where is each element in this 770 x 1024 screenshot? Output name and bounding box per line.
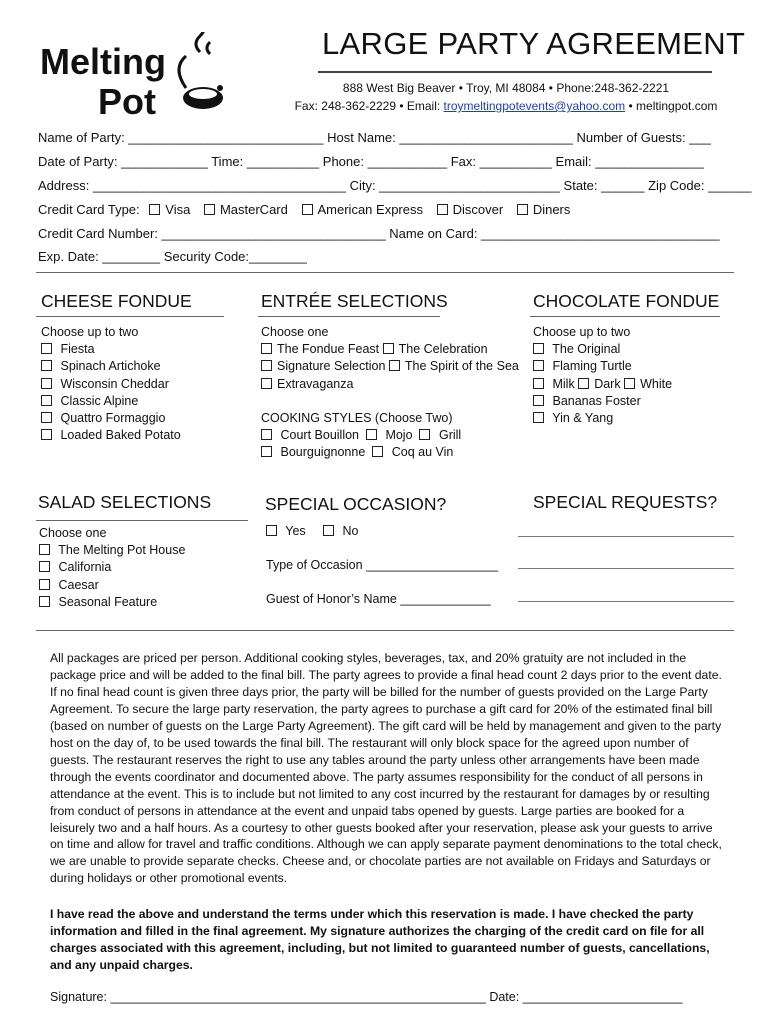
cheese-option[interactable] <box>41 410 181 427</box>
option-label: White <box>640 376 673 391</box>
requests-line[interactable] <box>518 601 734 602</box>
cheese-option[interactable] <box>41 341 181 358</box>
cooking-styles-title: COOKING STYLES (Choose Two) <box>261 410 453 425</box>
option-label: Extravaganza <box>277 376 354 391</box>
salad-option[interactable] <box>39 577 185 594</box>
option-label: Spinach Artichoke <box>60 359 161 374</box>
checkbox[interactable] <box>149 204 160 215</box>
diners-label: Diners <box>532 202 571 217</box>
entree-divider <box>258 316 440 317</box>
title-divider <box>318 71 712 73</box>
cooking-option-row <box>261 444 519 461</box>
address-row[interactable]: Address: ___________________________________ City: _________________________ State: ______ Zip Code: ______ <box>38 178 752 193</box>
checkbox[interactable] <box>41 395 52 406</box>
checkbox[interactable] <box>533 343 544 354</box>
logo-text-melting: Melting <box>40 41 166 82</box>
logo-text-pot: Pot <box>98 81 156 122</box>
melting-pot-logo <box>38 32 228 122</box>
agreement-paragraph: I have read the above and understand the terms under which this reservation is made. I have checked the party information and filled in the final agreement. My signature authorizes the charging of the credit card on file for all charges associated with this agreement, including, but not limited to guaranteed number of guests, cancellations, and any unpaid charges. <box>50 907 710 972</box>
checkbox[interactable] <box>261 429 272 440</box>
cheese-divider <box>36 316 224 317</box>
terms-paragraph: All packages are priced per person. Additional cooking styles, beverages, tax, and 20% gratuity are not included in the package price and will be added to the final bill. The party agrees to provide a final head count 2 days prior to the event date. If no final head count is given three days prior, the party will be billed for the number of guests provided on the Large Party Agreement. To secure the large party reservation, the party agrees to purchase a gift card for 20% of the estimated final bill (based on number of guests on the Large Party Agreement). The gift card will be held by management and given to the party host on the day of, to be used towards the final bill. The restaurant will only block space for the agreed upon number of guests. The restaurant reserves the right to use any tables around the party unless other arrangements have been made through the events coordinator and documented above. The party assumes responsibility for the conduct of all persons in attendance at the event. This is to include but not limited to any cost incurred by the restaurant for damages by or resulting from conduct of persons in attendance at the event and unpaid tabs opened by guests. Large parties are booked for a leisurely two and a half hours. As a courtesy to other guests booked after your reservation, please ask your guests to arrive on time and allow for travel and traffic conditions. Although we can apply separate payment denominations to the total check, we are unable to provide separate checks. Cheese and, or chocolate parties are not available on Fridays and Saturdays or during holidays or other promotional events. <box>50 651 722 886</box>
entree-option-row <box>261 341 519 358</box>
entree-section-title: ENTRÉE SELECTIONS <box>261 291 448 311</box>
mastercard-option[interactable] <box>204 202 288 217</box>
chocolate-instruction: Choose up to two <box>533 325 631 339</box>
checkbox[interactable] <box>533 378 544 389</box>
checkbox[interactable] <box>204 204 215 215</box>
cheese-option[interactable] <box>41 358 181 375</box>
checkbox[interactable] <box>372 446 383 457</box>
cooking-option-row <box>261 427 519 444</box>
checkbox[interactable] <box>41 343 52 354</box>
checkbox[interactable] <box>261 446 272 457</box>
card-type-label: Credit Card Type: <box>38 202 140 217</box>
cheese-instruction: Choose up to two <box>41 325 139 339</box>
entree-option-row <box>261 358 519 375</box>
salad-option[interactable] <box>39 559 185 576</box>
checkbox[interactable] <box>383 343 394 354</box>
discover-option[interactable] <box>437 202 504 217</box>
visa-label: Visa <box>165 202 191 217</box>
visa-option[interactable] <box>149 202 190 217</box>
salad-options <box>39 525 185 611</box>
date-info-row[interactable]: Date of Party: ____________ Time: __________ Phone: ___________ Fax: __________ Email: _______________ <box>38 154 704 169</box>
option-label: Court Bouillon <box>280 428 359 443</box>
option-label: The Melting Pot House <box>58 543 186 558</box>
chocolate-option[interactable] <box>533 358 672 375</box>
option-label: The Celebration <box>398 342 488 357</box>
checkbox[interactable] <box>41 412 52 423</box>
entree-option-row <box>261 376 519 393</box>
option-label: Classic Alpine <box>60 393 139 408</box>
card-type-row <box>38 202 570 217</box>
requests-line[interactable] <box>518 536 734 537</box>
checkbox[interactable] <box>261 378 272 389</box>
salad-option[interactable] <box>39 594 185 611</box>
checkbox[interactable] <box>39 596 50 607</box>
checkbox[interactable] <box>437 204 448 215</box>
requests-line[interactable] <box>518 568 734 569</box>
cheese-option[interactable] <box>41 393 181 410</box>
checkbox[interactable] <box>302 204 313 215</box>
checkbox-yes[interactable] <box>266 525 277 536</box>
checkbox[interactable] <box>366 429 377 440</box>
checkbox[interactable] <box>419 429 430 440</box>
checkbox[interactable] <box>41 429 52 440</box>
entree-instruction: Choose one <box>261 325 329 339</box>
option-label: Caesar <box>58 577 99 592</box>
option-label: The Fondue Feast <box>277 342 380 357</box>
amex-label: American Express <box>317 202 423 217</box>
form-divider <box>36 272 734 273</box>
signature-date-field[interactable]: Signature: ______________________________________________________ Date: _______________________ <box>50 990 683 1004</box>
mastercard-label: MasterCard <box>219 202 288 217</box>
option-label: Fiesta <box>60 342 95 357</box>
requests-section-title: SPECIAL REQUESTS? <box>533 492 718 512</box>
occasion-section-title: SPECIAL OCCASION? <box>265 494 447 514</box>
checkbox[interactable] <box>517 204 528 215</box>
cheese-options <box>41 324 181 444</box>
party-info-row[interactable]: Name of Party: ___________________________ Host Name: ________________________ Number of Guests: ___ <box>38 130 711 145</box>
section-divider <box>36 630 734 631</box>
diners-option[interactable] <box>517 202 571 217</box>
chocolate-option[interactable] <box>533 410 672 427</box>
salad-divider <box>36 520 248 521</box>
checkbox[interactable] <box>261 343 272 354</box>
checkbox-no[interactable] <box>323 525 334 536</box>
checkbox[interactable] <box>578 378 589 389</box>
fondue-pot-icon <box>179 32 223 109</box>
checkbox[interactable] <box>39 561 50 572</box>
option-label: Yin & Yang <box>552 411 614 426</box>
cheese-option[interactable] <box>41 427 181 444</box>
expiry-row[interactable]: Exp. Date: ________ Security Code:________ <box>38 249 307 264</box>
option-label: Coq au Vin <box>391 445 454 460</box>
yes-label: Yes <box>285 524 306 538</box>
option-label: Seasonal Feature <box>58 594 158 609</box>
page-title: LARGE PARTY AGREEMENT <box>322 26 746 61</box>
guest-of-honor-field[interactable]: Guest of Honor’s Name _____________ <box>266 592 491 606</box>
option-label: Milk <box>552 376 575 391</box>
checkbox[interactable] <box>533 412 544 423</box>
option-label: Bananas Foster <box>552 393 641 408</box>
website-text: • meltingpot.com <box>625 99 718 113</box>
option-label: Dark <box>594 376 621 391</box>
checkbox[interactable] <box>533 360 544 371</box>
occasion-type-field[interactable]: Type of Occasion ___________________ <box>266 558 499 572</box>
salad-option[interactable] <box>39 542 185 559</box>
occasion-yes-no <box>266 523 359 540</box>
checkbox[interactable] <box>39 579 50 590</box>
checkbox[interactable] <box>261 360 272 371</box>
cheese-option[interactable] <box>41 376 181 393</box>
salad-instruction: Choose one <box>39 526 107 540</box>
fax-text: Fax: 248-362-2229 • Email: <box>294 99 444 113</box>
salad-section-title: SALAD SELECTIONS <box>38 492 212 512</box>
chocolate-option[interactable] <box>533 341 672 358</box>
checkbox[interactable] <box>624 378 635 389</box>
no-label: No <box>342 524 359 538</box>
option-label: Signature Selection <box>277 359 386 374</box>
chocolate-section-title: CHOCOLATE FONDUE <box>533 291 720 311</box>
contact-line <box>278 99 734 113</box>
option-label: Bourguignonne <box>280 445 366 460</box>
checkbox[interactable] <box>41 360 52 371</box>
option-label: California <box>58 560 112 575</box>
checkbox[interactable] <box>389 360 400 371</box>
chocolate-divider <box>530 316 720 317</box>
chocolate-option[interactable] <box>533 393 672 410</box>
checkbox[interactable] <box>533 395 544 406</box>
option-label: The Spirit of the Sea <box>404 359 519 374</box>
cheese-section-title: CHEESE FONDUE <box>41 291 192 311</box>
chocolate-option-row <box>533 376 672 393</box>
option-label: Wisconsin Cheddar <box>60 376 169 391</box>
checkbox[interactable] <box>41 378 52 389</box>
discover-label: Discover <box>452 202 504 217</box>
option-label: Mojo <box>385 428 413 443</box>
email-link[interactable]: troymeltingpotevents@yahoo.com <box>443 99 626 113</box>
option-label: Grill <box>438 428 462 443</box>
option-label: Loaded Baked Potato <box>60 428 181 443</box>
amex-option[interactable] <box>302 202 423 217</box>
checkbox[interactable] <box>39 544 50 555</box>
address-line: 888 West Big Beaver • Troy, MI 48084 • Phone:248-362-2221 <box>342 81 670 95</box>
option-label: Flaming Turtle <box>552 359 632 374</box>
chocolate-options <box>533 324 672 427</box>
card-number-row[interactable]: Credit Card Number: _______________________________ Name on Card: _________________________________ <box>38 226 720 241</box>
option-label: The Original <box>552 342 621 357</box>
option-label: Quattro Formaggio <box>60 411 166 426</box>
entree-options <box>261 324 519 461</box>
